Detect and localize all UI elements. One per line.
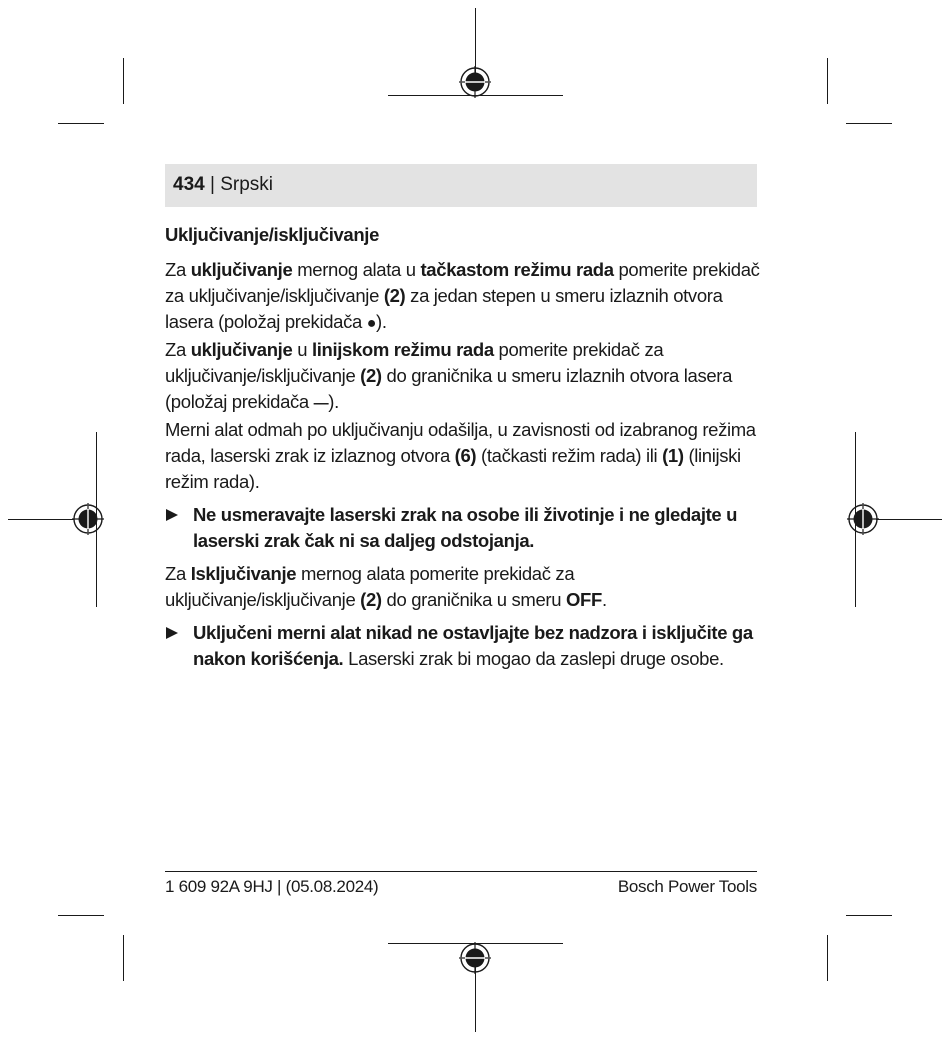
bold-text: uključivanje	[190, 339, 293, 360]
registration-line	[475, 966, 476, 1032]
text: (tačkasti režim rada) ili	[476, 445, 663, 466]
bold-text: (2)	[360, 365, 382, 386]
warning-unattended	[165, 620, 765, 672]
warning-text: Ne usmeravajte laserski zrak na osobe ili životinje i ne gledajte u laserski zrak čak ni sa daljeg odstojanja.	[193, 504, 738, 551]
text: Za	[165, 563, 191, 584]
bold-text: Isključivanje	[190, 563, 297, 584]
crop-mark	[58, 123, 104, 124]
registration-line	[8, 519, 74, 520]
section-heading: Uključivanje/isključivanje	[165, 224, 380, 245]
page-number: 434	[173, 174, 205, 195]
switch-position-line-icon: —	[313, 395, 329, 412]
registration-target-icon	[459, 942, 491, 974]
text: Merni alat odmah po uključivanju odašilja, u zavisnosti od izabranog režima rada, laserski zrak iz izlaznog otvora	[165, 419, 756, 466]
registration-target-icon	[847, 503, 879, 535]
registration-line	[876, 519, 942, 520]
page-header	[173, 174, 273, 196]
paragraph-switch-off	[165, 561, 765, 613]
bold-text: tačkastom režimu rada	[420, 259, 614, 280]
text: za jedan stepen u smeru izlaznih otvora lasera (položaj prekidača	[165, 285, 723, 332]
switch-position-dot-icon: ●	[366, 315, 377, 332]
text: Za	[165, 339, 191, 360]
text: .	[601, 589, 607, 610]
paragraph-line-mode	[165, 337, 765, 417]
text: ).	[376, 311, 387, 332]
registration-target-icon	[459, 66, 491, 98]
bold-text: OFF	[565, 589, 602, 610]
crop-mark	[827, 58, 828, 104]
bold-text: (6)	[454, 445, 477, 466]
crop-mark	[846, 123, 892, 124]
paragraph-point-mode	[165, 257, 765, 337]
bold-text: linijskom režimu rada	[311, 339, 494, 360]
text: ).	[328, 391, 339, 412]
bold-text: (2)	[360, 589, 382, 610]
text: pomerite prekidač za uključivanje/isključivanje	[165, 339, 664, 386]
bold-text: uključivanje	[190, 259, 293, 280]
bold-text: (1)	[662, 445, 684, 466]
page-content	[165, 222, 765, 672]
paragraph-laser-output	[165, 417, 765, 495]
section-title: Srpski	[220, 174, 273, 195]
warning-laser	[165, 502, 765, 554]
brand-name: Bosch Power Tools	[617, 877, 757, 896]
crop-mark	[58, 915, 104, 916]
triangle-bullet-icon	[165, 620, 179, 646]
text: mernog alata u	[292, 259, 421, 280]
warning-text: Uključeni merni alat nikad ne ostavljajte bez nadzora i isključite ga nakon korišćenja.	[193, 622, 753, 669]
text: Za	[165, 259, 191, 280]
registration-target-icon	[72, 503, 104, 535]
crop-mark	[123, 58, 124, 104]
registration-line	[475, 8, 476, 74]
crop-mark	[827, 935, 828, 981]
footer-rule	[165, 871, 757, 872]
text: (linijski režim rada).	[165, 445, 741, 492]
text: do graničnika u smeru	[381, 589, 566, 610]
crop-mark	[846, 915, 892, 916]
text: pomerite prekidač za uključivanje/isključivanje	[165, 259, 760, 306]
header-separator: |	[204, 174, 221, 195]
text: mernog alata pomerite prekidač za uključivanje/isključivanje	[165, 563, 575, 610]
text: u	[292, 339, 312, 360]
triangle-bullet-icon	[165, 502, 179, 528]
text: do graničnika u smeru izlaznih otvora lasera (položaj prekidača	[165, 365, 733, 412]
bold-text: (2)	[383, 285, 406, 306]
crop-mark	[123, 935, 124, 981]
warning-detail: Laserski zrak bi mogao da zaslepi druge osobe.	[343, 648, 724, 669]
document-id: 1 609 92A 9HJ | (05.08.2024)	[165, 877, 379, 896]
